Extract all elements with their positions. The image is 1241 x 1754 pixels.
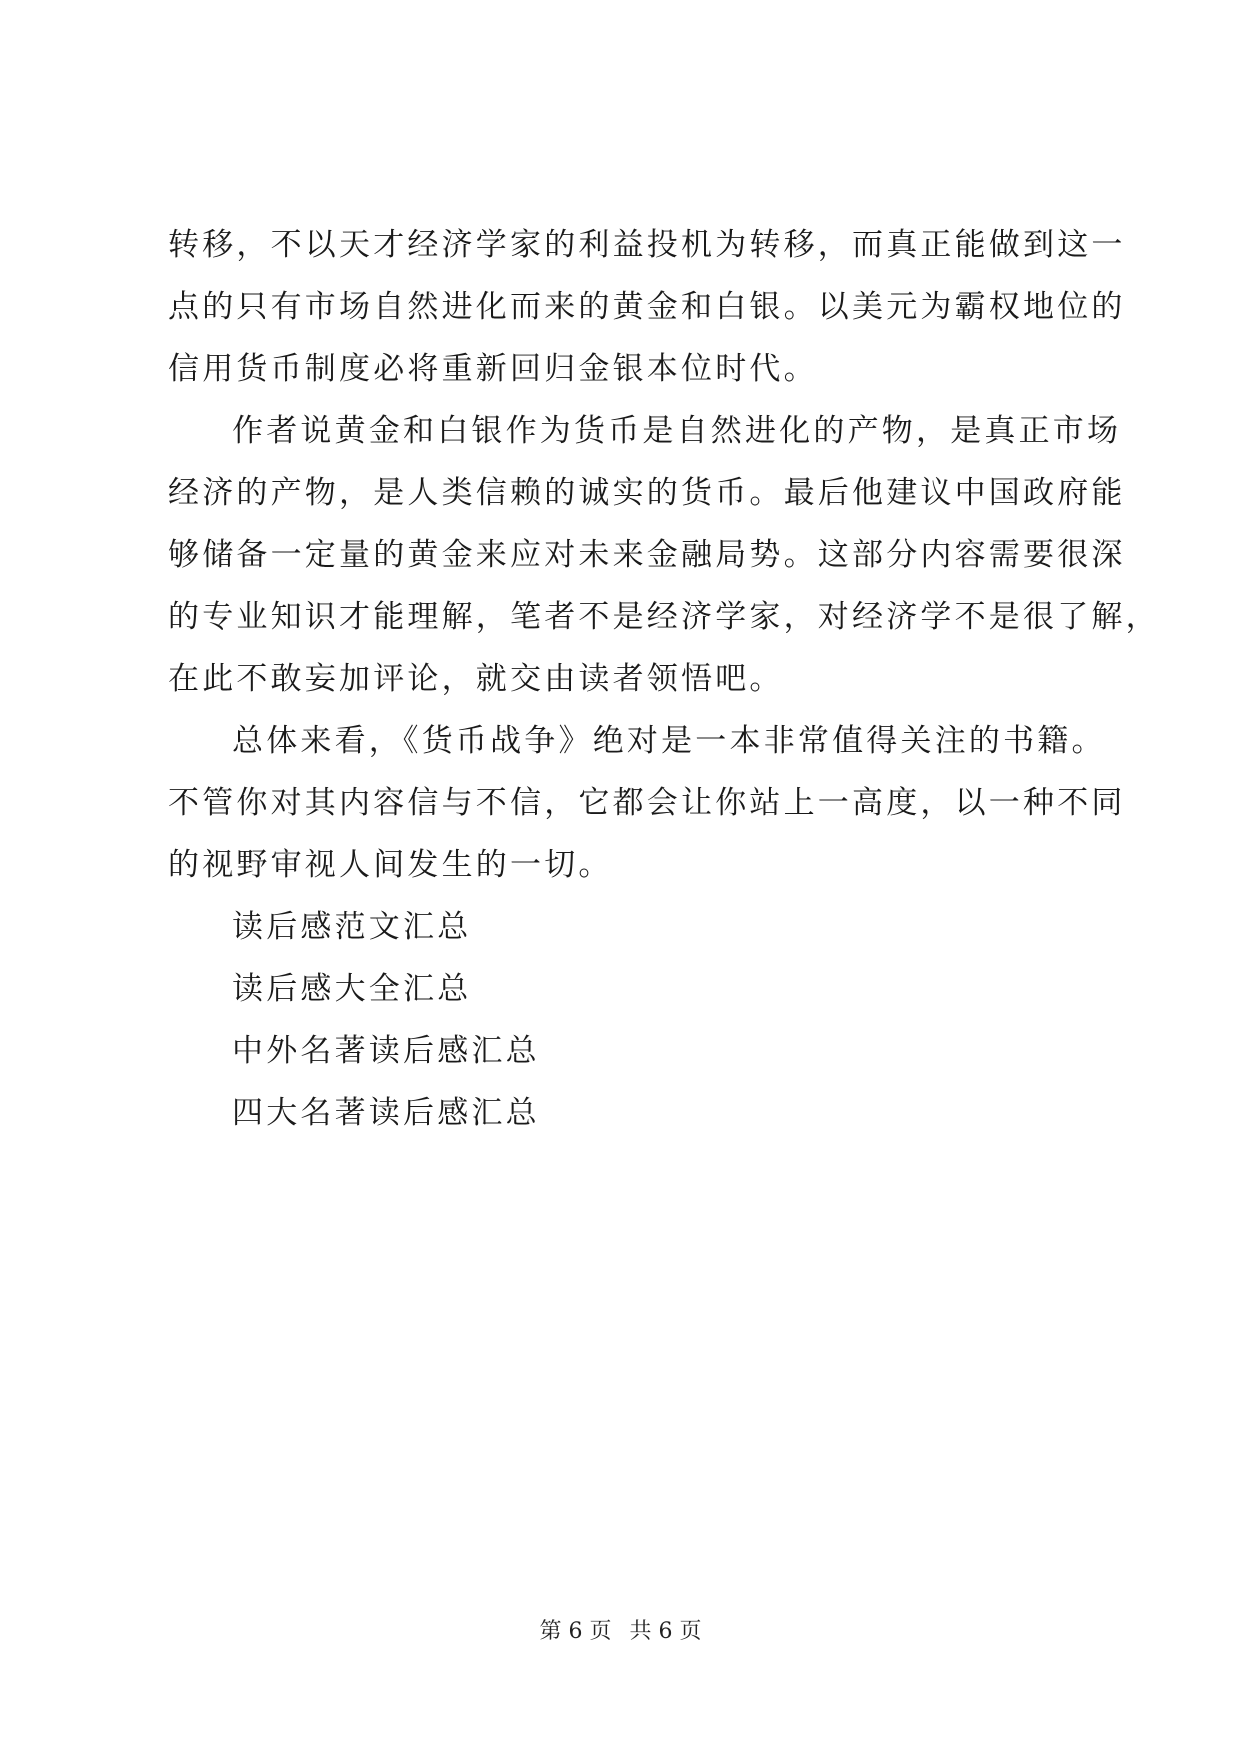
paragraph-3 <box>168 722 1126 908</box>
page-number-current: 第 6 页 <box>539 1619 612 1644</box>
related-link[interactable]: 读后感范文汇总 <box>232 909 472 945</box>
related-link[interactable]: 四大名著读后感汇总 <box>232 1095 540 1131</box>
paragraph-2 <box>168 412 1160 722</box>
text-line: 不管你对其内容信与不信，它都会让你站上一高度，以一种不同 <box>168 785 1126 821</box>
text-line: 信用货币制度必将重新回归金银本位时代。 <box>168 351 818 387</box>
page-number-total: 共 6 页 <box>629 1619 702 1644</box>
text-line: 总体来看，《货币战争》绝对是一本非常值得关注的书籍。 <box>232 723 1106 759</box>
related-link[interactable]: 读后感大全汇总 <box>232 971 472 1007</box>
related-links-list <box>168 908 1080 1156</box>
page-footer <box>0 1614 1241 1645</box>
text-line: 转移，不以天才经济学家的利益投机为转移，而真正能做到这一 <box>168 227 1126 263</box>
document-body <box>168 226 1160 1156</box>
text-line: 经济的产物，是人类信赖的诚实的货币。最后他建议中国政府能 <box>168 475 1126 511</box>
text-line: 的专业知识才能理解，笔者不是经济学家，对经济学不是很了解， <box>168 599 1160 635</box>
text-line: 够储备一定量的黄金来应对未来金融局势。这部分内容需要很深 <box>168 537 1126 573</box>
text-line: 作者说黄金和白银作为货币是自然进化的产物，是真正市场 <box>232 413 1122 449</box>
text-line: 点的只有市场自然进化而来的黄金和白银。以美元为霸权地位的 <box>168 289 1126 325</box>
paragraph-1 <box>168 226 1126 412</box>
text-line: 的视野审视人间发生的一切。 <box>168 847 613 883</box>
text-line: 在此不敢妄加评论，就交由读者领悟吧。 <box>168 661 784 697</box>
related-link[interactable]: 中外名著读后感汇总 <box>232 1033 540 1069</box>
